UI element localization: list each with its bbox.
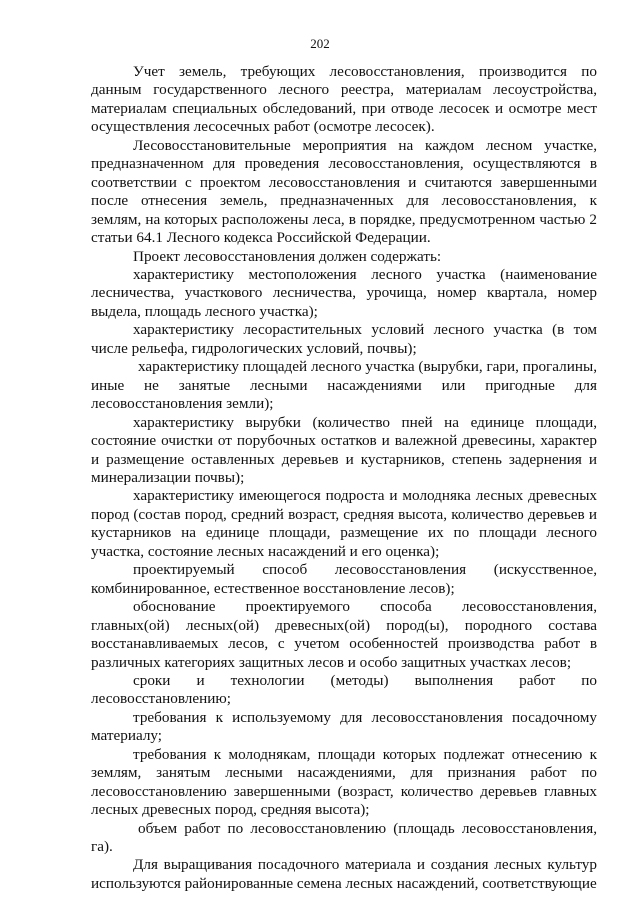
document-body: [91, 63, 597, 893]
list-item-young-stands: требования к молоднякам, площади которых подлежат отнесению к землям, занятым лесными насаждениями, для признания работ по лесовосстановлению завершенными (возраст, количество деревьев главных лесных древесных пород, средняя высота);: [91, 745, 597, 819]
list-item-work-volume: объем работ по лесовосстановлению (площадь лесовосстановления, га).: [91, 819, 597, 856]
list-item-clearing-characteristics: характеристику вырубки (количество пней на единице площади, состояние очистки от порубочных остатков и валежной древесины, характер и размещение оставленных деревьев и кустарников, степень задернения и минерализации почвы);: [91, 413, 597, 486]
paragraph-reforestation-measures: Лесовосстановительные мероприятия на каждом лесном участке, предназначенном для проведения лесовосстановления, осуществляются в соответствии с проектом лесовосстановления и считаются завершенными после отнесения земель, предназначенных для лесовосстановления, к землям, на которых расположены леса, в порядке, предусмотренном частью 2 статьи 64.1 Лесного кодекса Российской Федерации.: [91, 136, 597, 247]
list-item-timing-technology: сроки и технологии (методы) выполнения работ по лесовосстановлению;: [91, 671, 597, 708]
paragraph-seeds: Для выращивания посадочного материала и создания лесных культур используются районированные семена лесных насаждений, соответствующие: [91, 856, 597, 892]
list-item-location: характеристику местоположения лесного участка (наименование лесничества, участкового лесничества, урочища, номер квартала, номер выдела, площадь лесного участка);: [91, 265, 597, 320]
list-item-method-justification: обоснование проектируемого способа лесовосстановления, главных(ой) лесных(ой) древесных(ой) пород(ы), породного состава восстанавливаемых лесов, с учетом особенностей производства работ в различных категориях защитных лесов и особо защитных участках лесов;: [91, 598, 597, 671]
list-item-area-characteristics: характеристику площадей лесного участка (вырубки, гари, прогалины, иные не занятые лесными насаждениями или пригодные для лесовосстановления земли);: [91, 358, 597, 413]
page-number: 202: [310, 36, 330, 51]
paragraph-land-accounting: Учет земель, требующих лесовосстановления, производится по данным государственного лесного реестра, материалам лесоустройства, материалам специальных обследований, при отводе лесосек и осмотре мест осуществления лесосечных работ (осмотре лесосек).: [91, 63, 597, 136]
list-item-undergrowth: характеристику имеющегося подроста и молодняка лесных древесных пород (состав пород, средний возраст, средняя высота, количество деревьев и кустарников на единице площади, размещение их по площади лесного участка, состояние лесных насаждений и его оценка);: [91, 487, 597, 560]
paragraph-project-contents-intro: Проект лесовосстановления должен содержать:: [133, 247, 442, 265]
list-item-growing-conditions: характеристику лесорастительных условий лесного участка (в том числе рельефа, гидрологических условий, почвы);: [91, 321, 597, 357]
list-item-planting-material: требования к используемому для лесовосстановления посадочному материалу;: [91, 708, 597, 745]
list-item-reforestation-method: проектируемый способ лесовосстановления (искусственное, комбинированное, естественное восстановление лесов);: [91, 561, 597, 597]
